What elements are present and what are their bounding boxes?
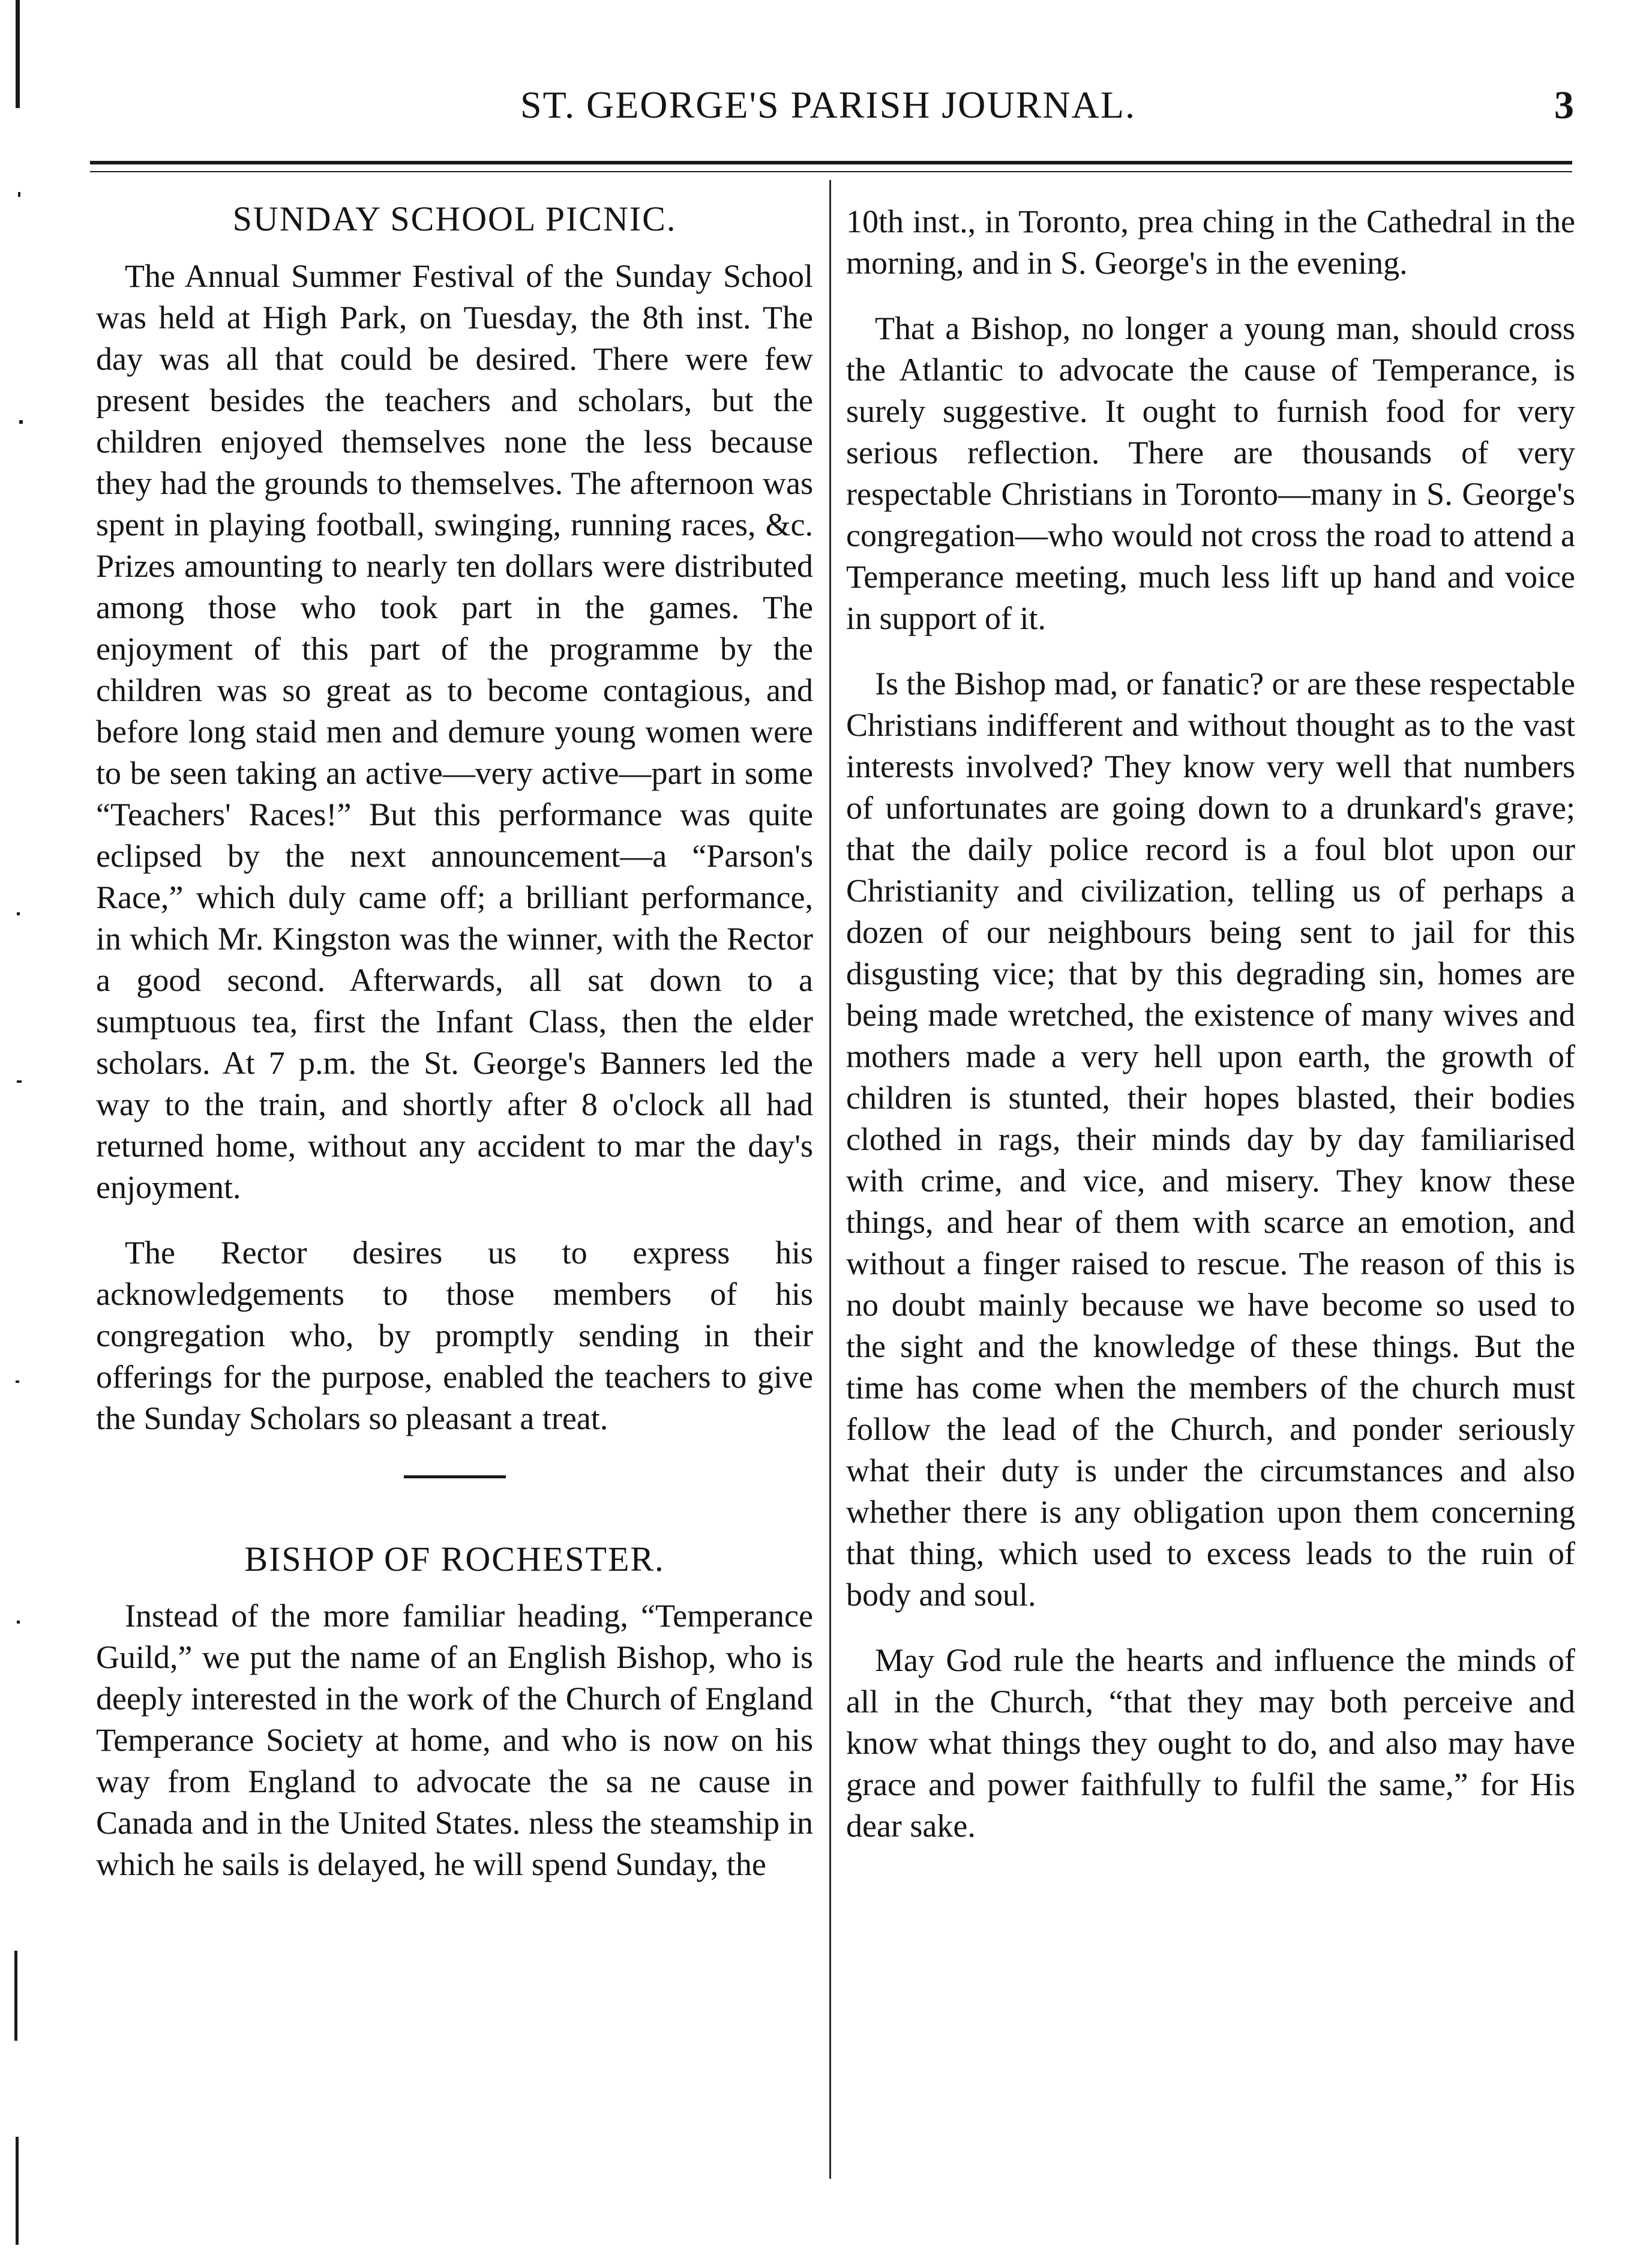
header-rule-thick [90, 161, 1572, 164]
article-heading-bishop-of-rochester: BISHOP OF ROCHESTER. [244, 1539, 665, 1579]
journal-title: ST. GEORGE'S PARISH JOURNAL. [520, 83, 1136, 126]
article-paragraph: Is the Bishop mad, or fanatic? or are these respectable Christians indifferent and without thought as to the vast interests involved? They know very well that numbers of unfortunates are going down to a drunkard's grave; that the daily police record is a foul blot upon our Christianity and civilization, telling us of perhaps a dozen of our neighbours being sent to jail for this disgusting vice; that by this degrading sin, homes are being made wretched, the existence of many wives and mothers made a very hell upon earth, the growth of children is stunted, their hopes blasted, their bodies clothed in rags, their minds day by day familiarised with crime, and vice, and misery. They know these things, and hear of them with scarce an emotion, and without a finger raised to rescue. The reason of this is no doubt mainly because we have become so used to the sight and the knowledge of these things. But the time has come when the members of the church must follow the lead of the Church, and ponder seriously what their duty is under the circumstances and also whether there is any obligation upon them concerning that thing, which used to excess leads to the ruin of body and soul. [846, 666, 1575, 1613]
article-paragraph: Instead of the more familiar heading, “Temperance Guild,” we put the name of an English Bishop, who is deeply interested in the work of the Church of England Temperance Society at home, and who is now on his way from England to advocate the sa ne cause in Canada and in the United States. nless the steamship in which he sails is delayed, he will spend Sunday, the [96, 1598, 813, 1883]
column-divider [829, 180, 831, 2179]
article-heading-sunday-school-picnic: SUNDAY SCHOOL PICNIC. [232, 199, 677, 238]
article-separator [404, 1475, 506, 1478]
article-paragraph: 10th inst., in Toronto, prea ching in the Cathedral in the morning, and in S. George's in the evening. [846, 203, 1575, 281]
article-paragraph: The Rector desires us to express his acknowledgements to those members of his congregation who, by promptly sending in their offerings for the purpose, enabled the teachers to give the Sunday Scholars so pleasant a treat. [96, 1234, 813, 1436]
page-number: 3 [1554, 83, 1574, 127]
article-paragraph: May God rule the hearts and influence the minds of all in the Church, “that they may both perceive and know what things they ought to do, and also may have grace and power faithfully to fulfil the same,” for His dear sake. [846, 1642, 1575, 1844]
right-column [846, 201, 1575, 1871]
article-paragraph: That a Bishop, no longer a young man, should cross the Atlantic to advocate the cause of Temperance, is surely suggestive. It ought to furnish food for very serious reflection. There are thousands of very respectable Christians in Toronto—many in S. George's congregation—who would not cross the road to attend a Temperance meeting, much less lift up hand and voice in support of it. [846, 310, 1575, 636]
binding-edge [7, 0, 29, 2264]
article-paragraph: The Annual Summer Festival of the Sunday School was held at High Park, on Tuesday, the 8th inst. The day was all that could be desired. There were few present besides the teachers and scholars, but the children enjoyed themselves none the less because they had the grounds to themselves. The afternoon was spent in playing football, swinging, running races, &c. Prizes amounting to nearly ten dollars were distributed among those who took part in the games. The enjoyment of this part of the programme by the children was so great as to become contagious, and before long staid men and demure young women were to be seen taking an active—very active—part in some “Teachers' Races!” But this performance was quite eclipsed by the next announcement—a “Parson's Race,” which duly came off; a brilliant performance, in which Mr. Kingston was the winner, with the Rector a good second. Afterwards, all sat down to a sumptuous tea, first the Infant Class, then the elder scholars. At 7 p.m. the St. George's Banners led the way to the train, and shortly after 8 o'clock all had returned home, without any accident to mar the day's enjoyment. [96, 257, 813, 1205]
left-column [96, 198, 813, 1909]
header-rule-thin [90, 171, 1572, 172]
